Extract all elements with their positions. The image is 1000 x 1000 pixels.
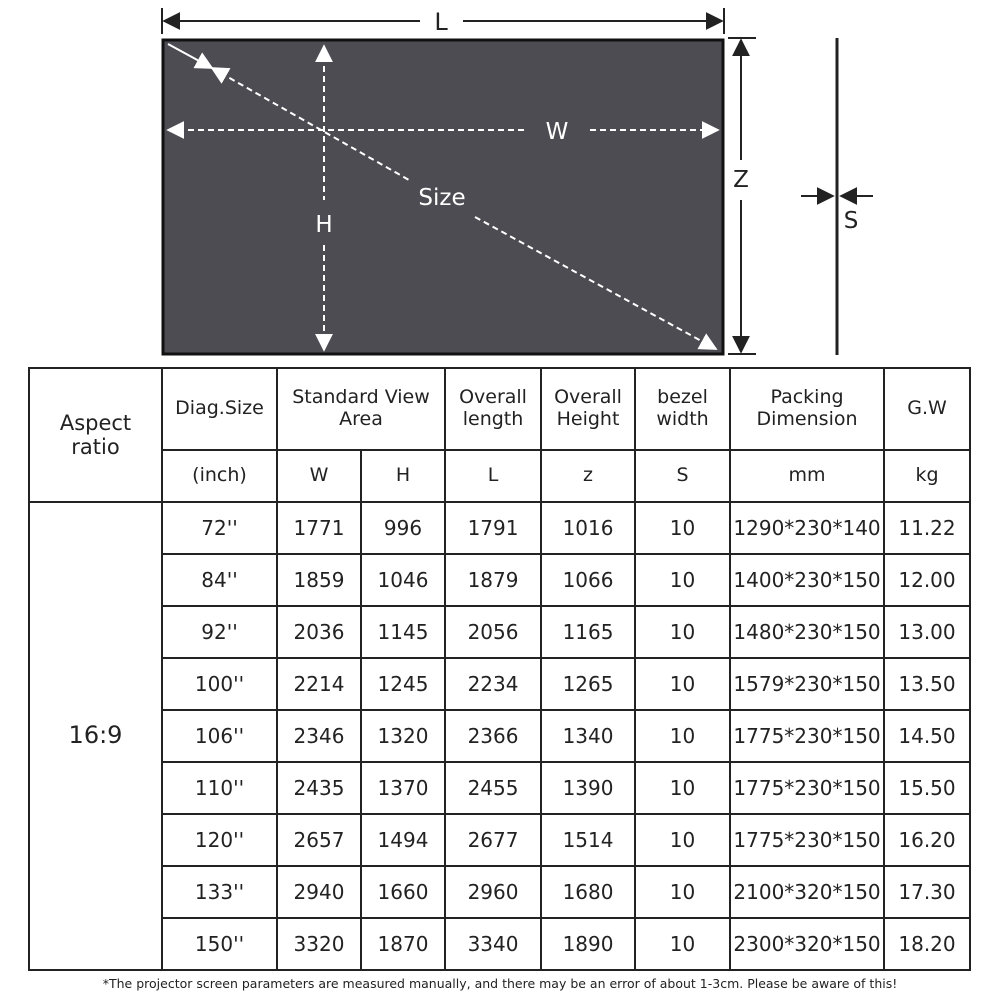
cell-s: 10 (635, 710, 730, 762)
cell-s: 10 (635, 814, 730, 866)
cell-gw: 18.20 (884, 918, 970, 970)
cell-l: 2056 (445, 606, 541, 658)
cell-gw: 12.00 (884, 554, 970, 606)
height-label: H (315, 212, 333, 238)
cell-l: 2366 (445, 710, 541, 762)
cell-z: 1514 (541, 814, 635, 866)
cell-l: 1879 (445, 554, 541, 606)
cell-gw: 16.20 (884, 814, 970, 866)
cell-w: 2435 (277, 762, 361, 814)
cell-size: 120'' (162, 814, 277, 866)
cell-z: 1066 (541, 554, 635, 606)
cell-pack: 1775*230*150 (730, 814, 884, 866)
header-overall-height: Overall Height (541, 368, 635, 450)
cell-h: 1494 (361, 814, 445, 866)
cell-s: 10 (635, 502, 730, 554)
cell-h: 996 (361, 502, 445, 554)
header-diag-size: Diag.Size (162, 368, 277, 450)
cell-pack: 1400*230*150 (730, 554, 884, 606)
unit-z: z (541, 450, 635, 502)
cell-w: 3320 (277, 918, 361, 970)
table-row (29, 658, 970, 710)
cell-h: 1046 (361, 554, 445, 606)
cell-pack: 2300*320*150 (730, 918, 884, 970)
cell-l: 2960 (445, 866, 541, 918)
cell-h: 1660 (361, 866, 445, 918)
cell-pack: 1775*230*150 (730, 762, 884, 814)
table-row (29, 866, 970, 918)
table-row (29, 502, 970, 554)
header-aspect-ratio: Aspect ratio (29, 368, 162, 502)
bezel-width-label: S (843, 208, 859, 234)
cell-z: 1016 (541, 502, 635, 554)
spec-table (28, 367, 971, 971)
cell-pack: 2100*320*150 (730, 866, 884, 918)
unit-w: W (277, 450, 361, 502)
cell-gw: 13.00 (884, 606, 970, 658)
footnote: *The projector screen parameters are measured manually, and there may be an error of about 1-3cm. Please be aware of this! (102, 976, 898, 991)
unit-packing: mm (730, 450, 884, 502)
width-label: W (545, 119, 569, 145)
cell-gw: 14.50 (884, 710, 970, 762)
table-row (29, 554, 970, 606)
cell-l: 2677 (445, 814, 541, 866)
length-dimension (162, 8, 724, 36)
cell-h: 1870 (361, 918, 445, 970)
header-bezel-width: bezel width (635, 368, 730, 450)
cell-size: 150'' (162, 918, 277, 970)
cell-s: 10 (635, 762, 730, 814)
cell-l: 2455 (445, 762, 541, 814)
unit-l: L (445, 450, 541, 502)
cell-gw: 17.30 (884, 866, 970, 918)
header-overall-length: Overall length (445, 368, 541, 450)
unit-h: H (361, 450, 445, 502)
unit-gw: kg (884, 450, 970, 502)
cell-pack: 1290*230*140 (730, 502, 884, 554)
unit-s: S (635, 450, 730, 502)
overall-height-dimension (728, 38, 756, 354)
cell-pack: 1480*230*150 (730, 606, 884, 658)
table-row (29, 710, 970, 762)
cell-z: 1165 (541, 606, 635, 658)
length-label: L (434, 8, 448, 36)
cell-gw: 15.50 (884, 762, 970, 814)
table-row (29, 814, 970, 866)
cell-size: 100'' (162, 658, 277, 710)
cell-w: 2940 (277, 866, 361, 918)
screen-dimension-diagram (0, 0, 1000, 362)
cell-h: 1370 (361, 762, 445, 814)
cell-size: 72'' (162, 502, 277, 554)
cell-size: 106'' (162, 710, 277, 762)
overall-height-label: Z (733, 167, 749, 193)
cell-w: 2036 (277, 606, 361, 658)
bezel-width-dimension (801, 38, 873, 355)
header-gross-weight: G.W (884, 368, 970, 450)
cell-pack: 1775*230*150 (730, 710, 884, 762)
cell-w: 1859 (277, 554, 361, 606)
cell-s: 10 (635, 554, 730, 606)
cell-s: 10 (635, 606, 730, 658)
header-standard-view-area: Standard View Area (277, 368, 445, 450)
cell-gw: 13.50 (884, 658, 970, 710)
cell-z: 1890 (541, 918, 635, 970)
cell-l: 2234 (445, 658, 541, 710)
cell-size: 84'' (162, 554, 277, 606)
cell-l: 3340 (445, 918, 541, 970)
table-row (29, 918, 970, 970)
cell-w: 2214 (277, 658, 361, 710)
cell-pack: 1579*230*150 (730, 658, 884, 710)
cell-h: 1245 (361, 658, 445, 710)
cell-s: 10 (635, 866, 730, 918)
unit-diag: (inch) (162, 450, 277, 502)
cell-h: 1145 (361, 606, 445, 658)
cell-s: 10 (635, 918, 730, 970)
cell-size: 133'' (162, 866, 277, 918)
cell-gw: 11.22 (884, 502, 970, 554)
header-packing-dimension: Packing Dimension (730, 368, 884, 450)
cell-w: 1771 (277, 502, 361, 554)
aspect-ratio-value: 16:9 (29, 502, 162, 970)
cell-h: 1320 (361, 710, 445, 762)
cell-z: 1390 (541, 762, 635, 814)
header-row-units (29, 450, 970, 502)
table-row (29, 606, 970, 658)
size-label: Size (418, 185, 466, 211)
cell-z: 1340 (541, 710, 635, 762)
cell-w: 2346 (277, 710, 361, 762)
cell-l: 1791 (445, 502, 541, 554)
header-row-labels (29, 368, 970, 450)
cell-size: 110'' (162, 762, 277, 814)
cell-z: 1680 (541, 866, 635, 918)
cell-size: 92'' (162, 606, 277, 658)
cell-z: 1265 (541, 658, 635, 710)
table-row (29, 762, 970, 814)
cell-w: 2657 (277, 814, 361, 866)
cell-s: 10 (635, 658, 730, 710)
